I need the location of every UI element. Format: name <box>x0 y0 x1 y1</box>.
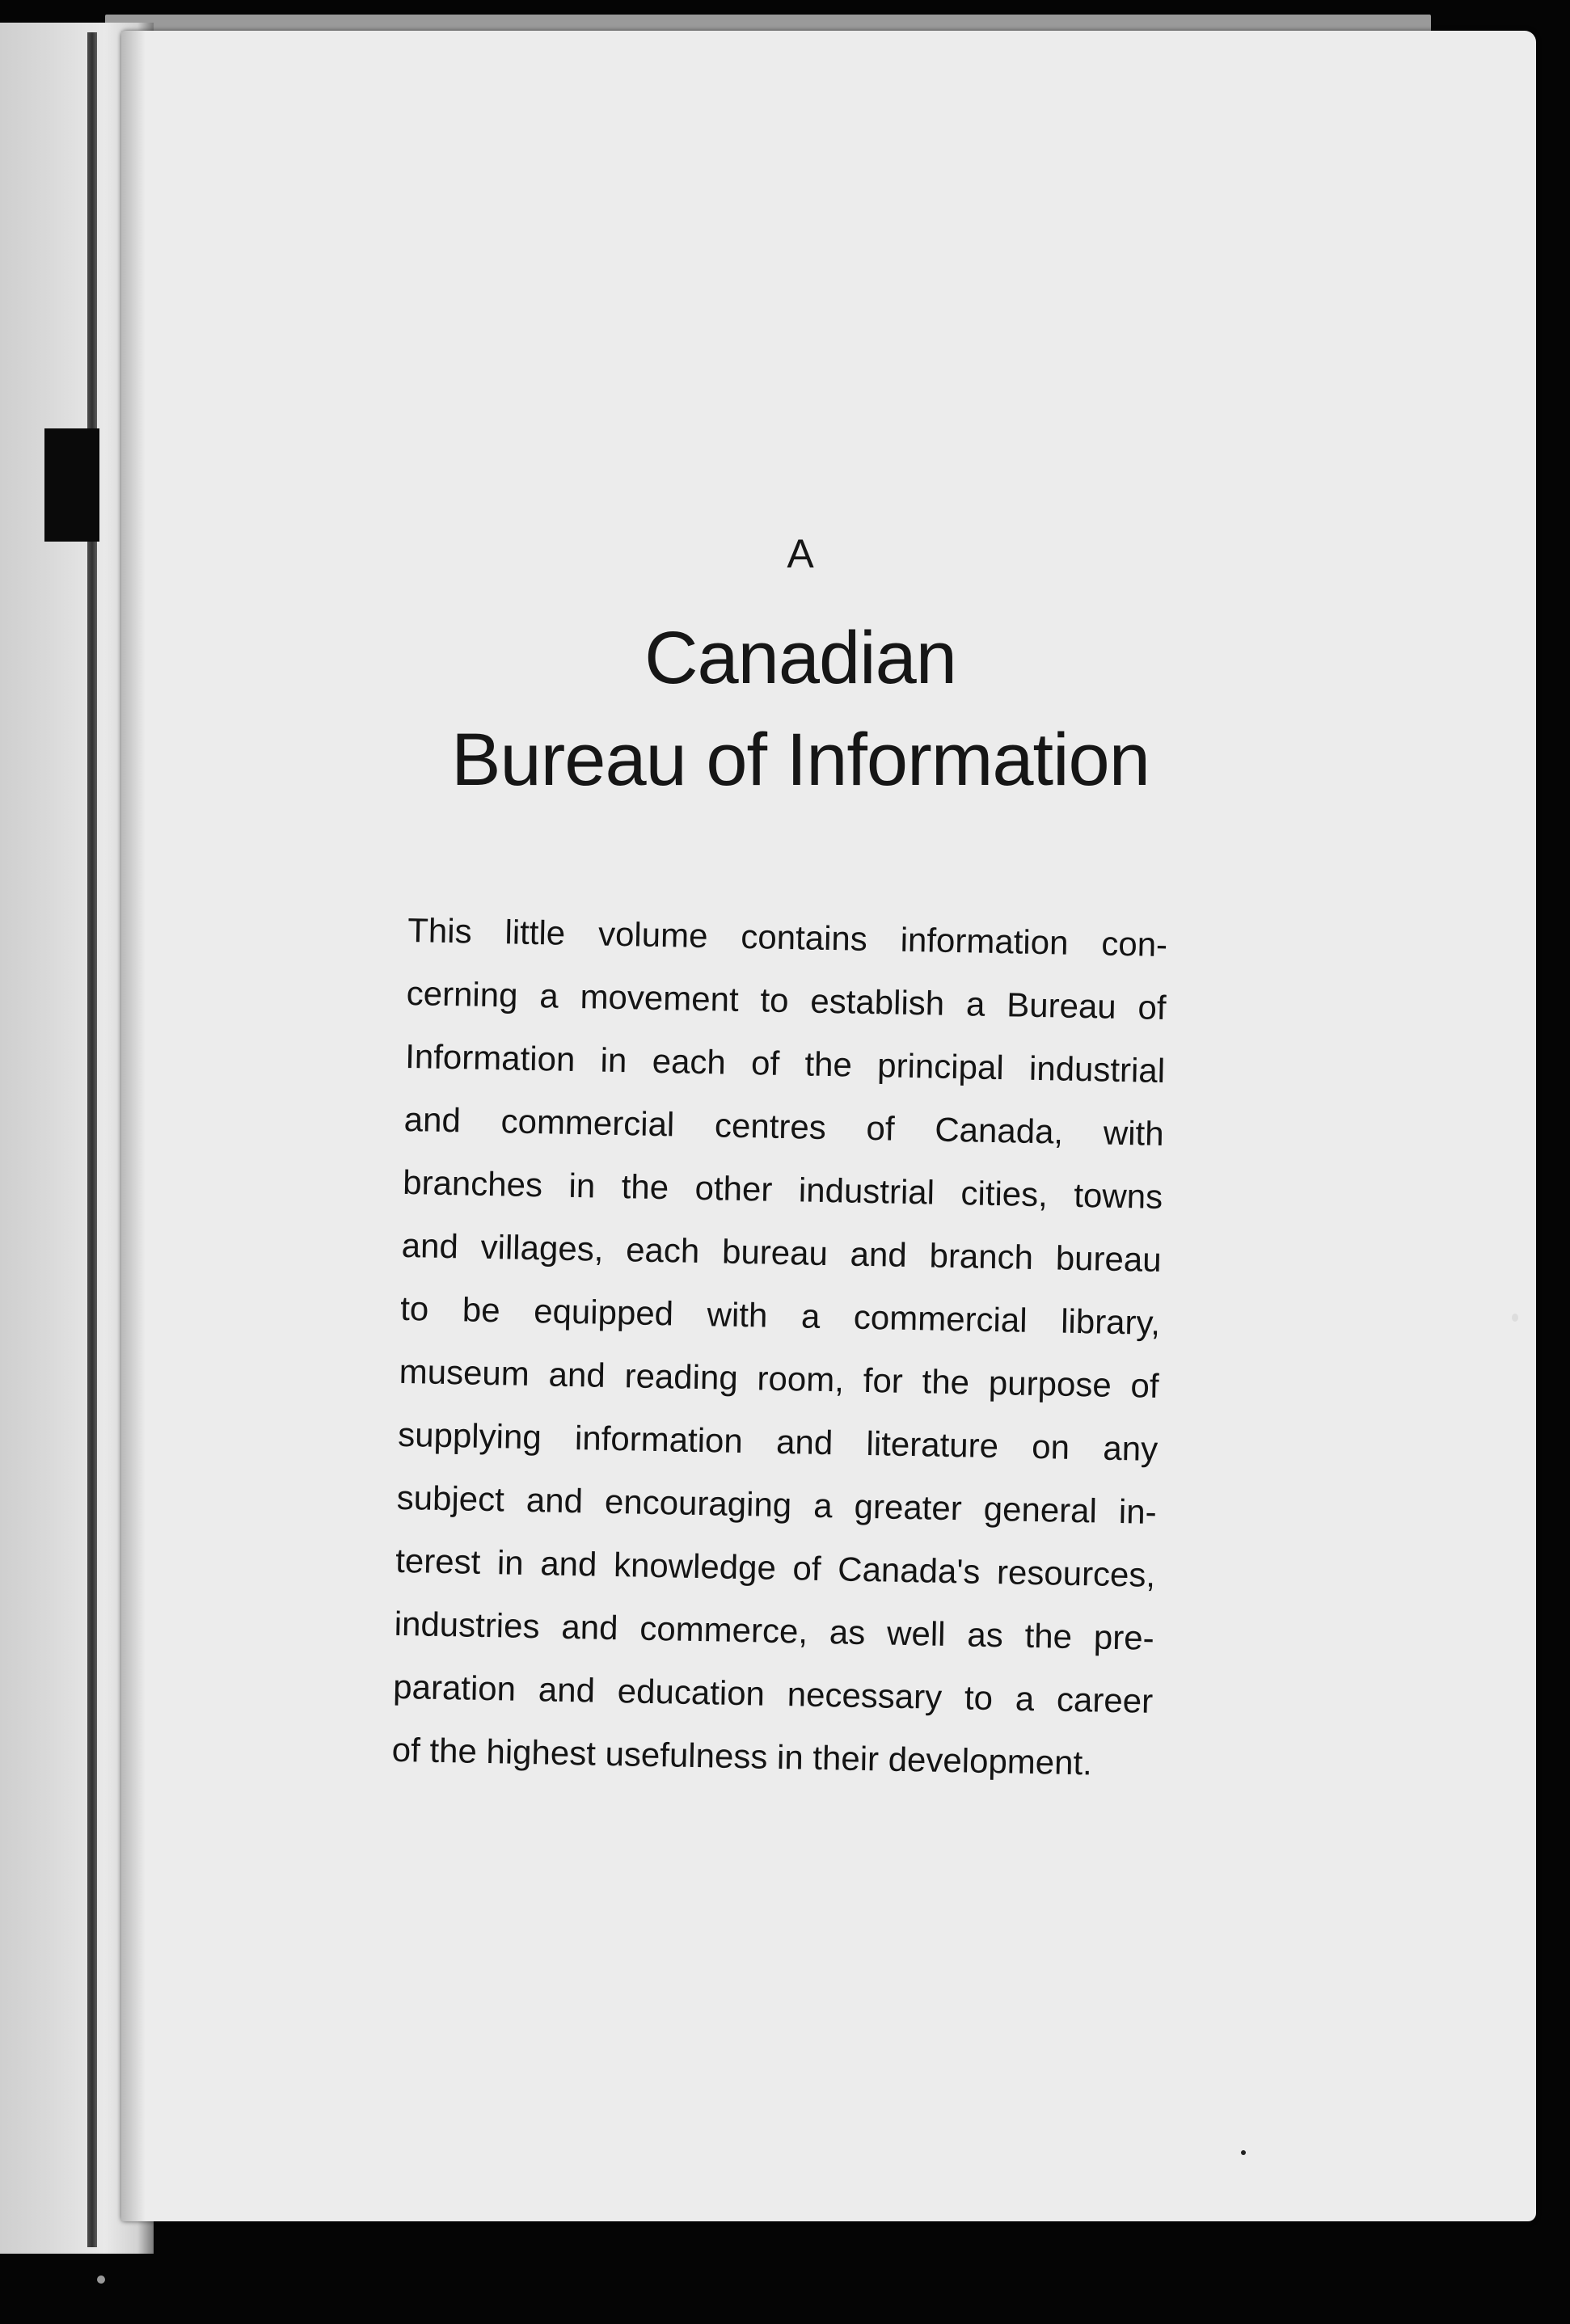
page-shade <box>121 31 146 2221</box>
body-line: Information in each of the principal industrial <box>404 1036 1166 1090</box>
body-line: This little volume contains information con- <box>407 910 1168 964</box>
body-line: terest in and knowledge of Canada's resources, <box>395 1541 1156 1594</box>
body-line: industries and commerce, as well as the pre- <box>394 1604 1155 1657</box>
body-line: supplying information and literature on any <box>397 1415 1159 1468</box>
body-line: of the highest usefulness in their development. <box>391 1730 1093 1782</box>
body-line: paration and education necessary to a career <box>392 1667 1154 1720</box>
body-paragraph <box>391 899 1168 1796</box>
scan-speck <box>1241 2150 1246 2155</box>
body-line: cerning a movement to establish a Bureau of <box>406 973 1167 1027</box>
body-line: subject and encouraging a greater general in- <box>396 1478 1158 1531</box>
title-block <box>380 529 1221 811</box>
title-line-1: Canadian <box>644 617 956 699</box>
scan-speck <box>1512 1314 1518 1322</box>
body-line: and commercial centres of Canada, with <box>403 1099 1165 1153</box>
body-line: and villages, each bureau and branch bureau <box>401 1225 1163 1279</box>
body-line: museum and reading room, for the purpose of <box>399 1352 1160 1405</box>
body-line: to be equipped with a commercial library, <box>399 1289 1161 1342</box>
binding-mark <box>44 428 99 542</box>
body-line: branches in the other industrial cities, towns <box>402 1162 1163 1216</box>
scan-speck <box>97 2275 105 2284</box>
title-article: A <box>787 531 814 576</box>
title-line-2: Bureau of Information <box>451 719 1150 801</box>
binding-gutter <box>87 32 97 2247</box>
